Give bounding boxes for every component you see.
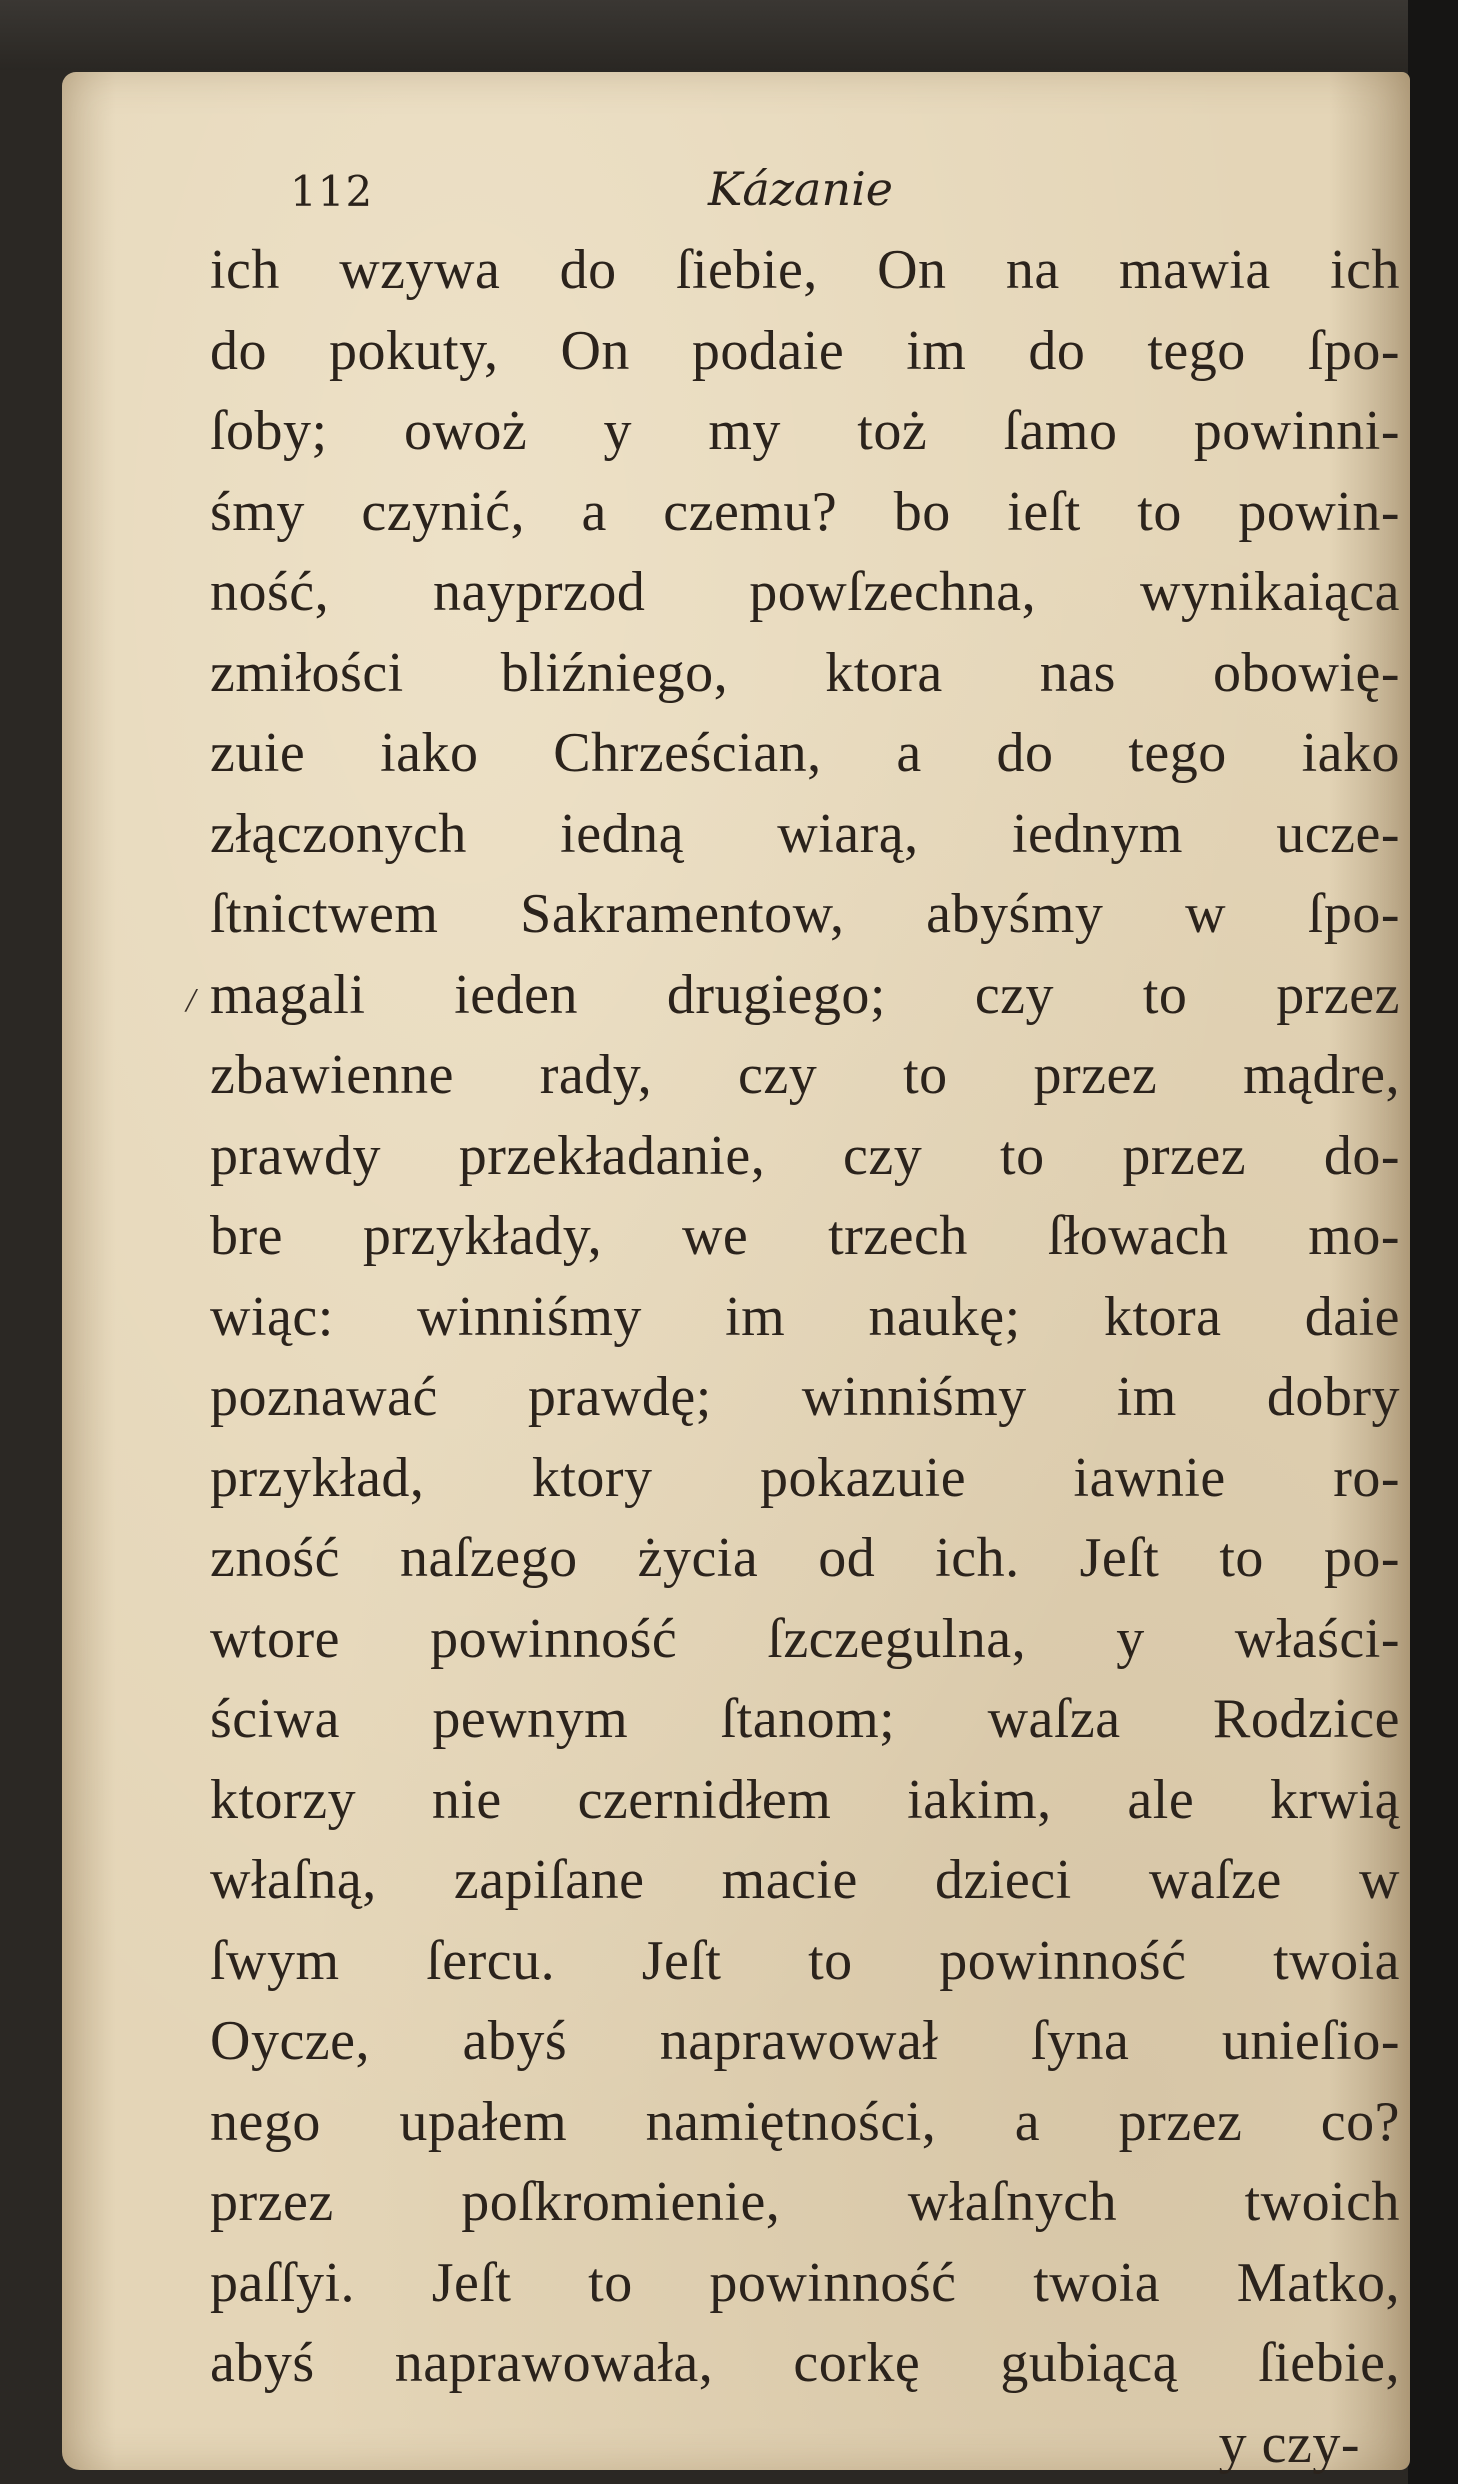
scan-backdrop-right bbox=[1408, 0, 1458, 2484]
text-line: do pokuty, On podaie im do tego ſpo- bbox=[210, 319, 1400, 382]
page-number: 112 bbox=[290, 167, 374, 216]
text-line: zmiłości bliźniego, ktora nas obowię- bbox=[210, 641, 1400, 704]
text-line: magali ieden drugiego; czy to przez bbox=[210, 963, 1400, 1026]
text-line: prawdy przekładanie, czy to przez do- bbox=[210, 1124, 1400, 1187]
text-line: zuie iako Chrześcian, a do tego iako bbox=[210, 722, 1400, 784]
text-line: ściwa pewnym ſtanom; waſza Rodzice bbox=[210, 1688, 1400, 1750]
text-line: bre przykłady, we trzech ſłowach mo- bbox=[210, 1205, 1400, 1267]
text-line: ſwym ſercu. Jeſt to powinność twoia bbox=[210, 1929, 1400, 1992]
text-line: ſtnictwem Sakramentow, abyśmy w ſpo- bbox=[210, 883, 1400, 945]
text-line: nego upałem namiętności, a przez co? bbox=[210, 2090, 1400, 2153]
page-header bbox=[62, 72, 1410, 216]
margin-mark: / bbox=[186, 982, 196, 1019]
text-line: abyś naprawowała, corkę gubiącą ſiebie, bbox=[210, 2332, 1400, 2394]
text-line: Oycze, abyś naprawował ſyna unieſio- bbox=[210, 2010, 1400, 2072]
text-line: ich wzywa do ſiebie, On na mawia ich bbox=[210, 239, 1400, 301]
text-line: śmy czynić, a czemu? bo ieſt to powin- bbox=[210, 480, 1400, 543]
scan-backdrop-top bbox=[0, 0, 1458, 70]
text-line: ſoby; owoż y my toż ſamo powinni- bbox=[210, 400, 1400, 462]
text-line: przykład, ktory pokazuie iawnie ro- bbox=[210, 1446, 1400, 1509]
text-line: poznawać prawdę; winniśmy im dobry bbox=[210, 1366, 1400, 1428]
text-line: ność, nayprzod powſzechna, wynikaiąca bbox=[210, 561, 1400, 623]
running-head: Kázanie bbox=[708, 162, 894, 216]
text-line: zbawienne rady, czy to przez mądre, bbox=[210, 1044, 1400, 1106]
text-line: paſſyi. Jeſt to powinność twoia Matko, bbox=[210, 2251, 1400, 2314]
text-line: zność naſzego życia od ich. Jeſt to po- bbox=[210, 1527, 1400, 1589]
text-line: wtore powinność ſzczegulna, y właści- bbox=[210, 1607, 1400, 1670]
text-line: ktorzy nie czernidłem iakim, ale krwią bbox=[210, 1768, 1400, 1831]
book-page bbox=[62, 72, 1410, 2475]
text-line: właſną, zapiſane macie dzieci waſze w bbox=[210, 1849, 1400, 1911]
text-line: przez poſkromienie, właſnych twoich bbox=[210, 2171, 1400, 2233]
text-line: złączonych iedną wiarą, iednym ucze- bbox=[210, 802, 1400, 865]
text-line: wiąc: winniśmy im naukę; ktora daie bbox=[210, 1285, 1400, 1348]
body-text bbox=[210, 230, 1400, 2484]
catchword: y czy- bbox=[1218, 2412, 1360, 2475]
